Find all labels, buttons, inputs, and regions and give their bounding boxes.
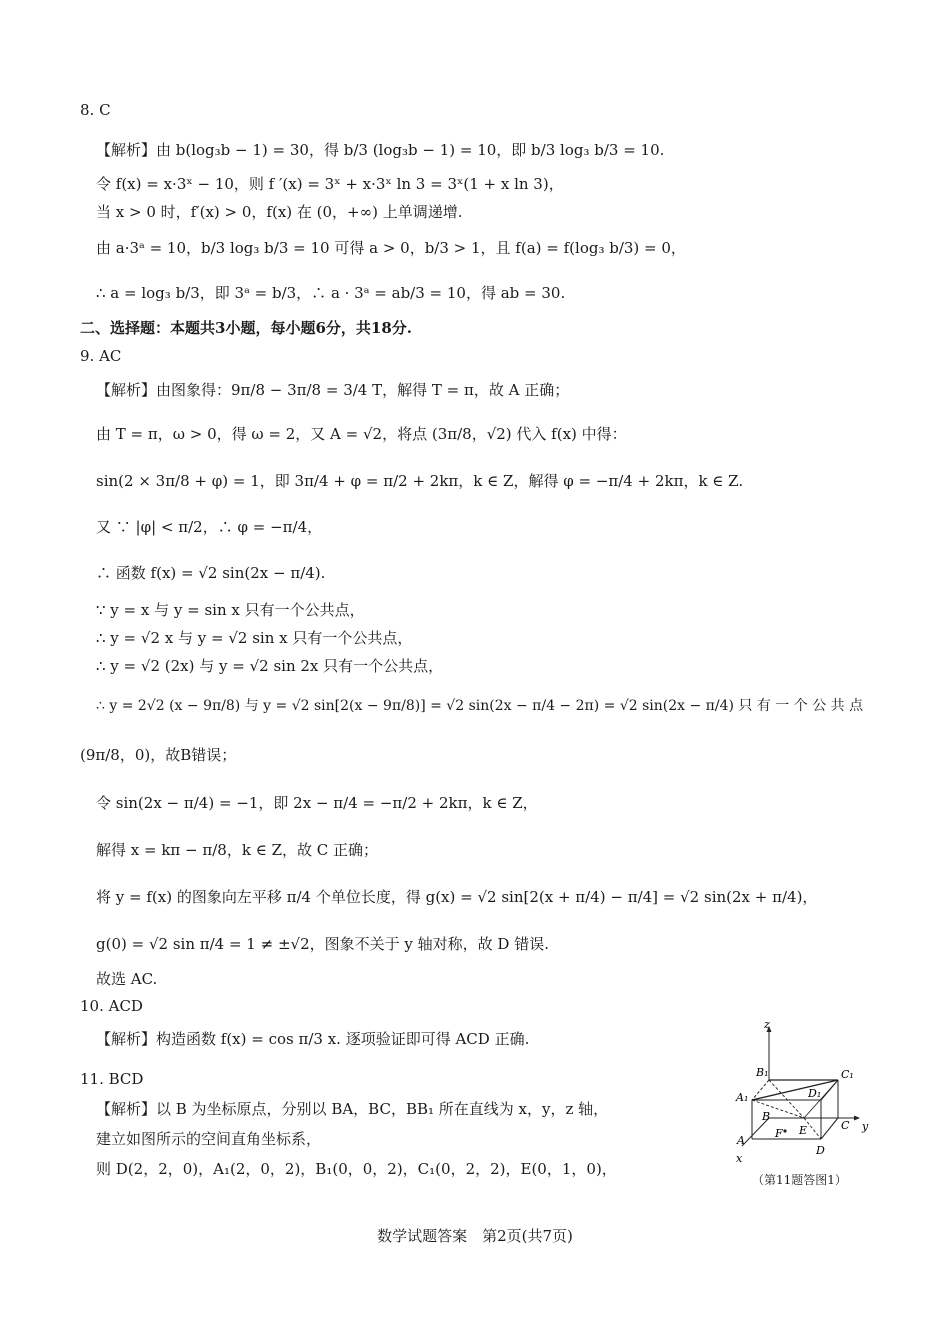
q9-line-3: sin(2 × 3π/8 + φ) = 1，即 3π/4 + φ = π/2 + 2kπ，k ∈ Z，解得 φ = −π/4 + 2kπ，k ∈ Z. bbox=[96, 472, 744, 490]
q9-line-4: 又 ∵ |φ| < π/2，∴ φ = −π/4， bbox=[96, 518, 323, 536]
label-y: y bbox=[862, 1120, 869, 1133]
section-heading: 二、选择题：本题共3小题，每小题6分，共18分. bbox=[80, 319, 412, 337]
q10-line-1: 【解析】构造函数 f(x) = cos π/3 x. 逐项验证即可得 ACD 正确. bbox=[96, 1030, 530, 1048]
q11-line-3: 则 D(2，2，0)，A₁(2，0，2)，B₁(0，0，2)，C₁(0，2，2)，E(0，1，0)， bbox=[96, 1160, 617, 1178]
q9-line-2: 由 T = π，ω > 0，得 ω = 2，又 A = √2，将点 (3π/8，√2) 代入 f(x) 中得： bbox=[96, 425, 627, 443]
label-D: D bbox=[816, 1144, 825, 1157]
q8-line-4: 由 a·3ᵃ = 10，b/3 log₃ b/3 = 10 可得 a > 0，b/3 > 1，且 f(a) = f(log₃ b/3) = 0， bbox=[96, 239, 686, 257]
point-F bbox=[783, 1129, 786, 1132]
diag-A1C1 bbox=[752, 1080, 838, 1100]
q8-number: 8. C bbox=[80, 101, 111, 119]
cube-figure bbox=[728, 1016, 878, 1196]
q11-number: 11. BCD bbox=[80, 1070, 144, 1088]
q9-line-5: ∴ 函数 f(x) = √2 sin(2x − π/4). bbox=[96, 564, 326, 582]
edge-DC bbox=[821, 1118, 838, 1139]
q9-line-9: ∴ y = 2√2 (x − 9π/8) 与 y = √2 sin[2(x − 9π/8)] = √2 sin(2x − π/4 − 2π) = √2 sin(2x − π/4) 只 有 一 个 公 共 点 bbox=[96, 698, 864, 714]
q8-line-2: 令 f(x) = x·3ˣ − 10，则 f ′(x) = 3ˣ + x·3ˣ ln 3 = 3ˣ(1 + x ln 3)， bbox=[96, 175, 564, 193]
label-A: A bbox=[737, 1134, 745, 1147]
cube-diagram bbox=[728, 1016, 878, 1176]
q9-line-6: ∵ y = x 与 y = sin x 只有一个公共点， bbox=[96, 601, 365, 619]
q8-line-3: 当 x > 0 时，f′(x) > 0，f(x) 在 (0，+∞) 上单调递增. bbox=[96, 203, 463, 221]
q10-number: 10. ACD bbox=[80, 997, 143, 1015]
q9-line-1: 【解析】由图象得：9π/8 − 3π/8 = 3/4 T，解得 T = π，故 A 正确； bbox=[96, 381, 570, 399]
q11-line-1: 【解析】以 B 为坐标原点，分别以 BA，BC，BB₁ 所在直线为 x，y，z 轴， bbox=[96, 1100, 609, 1118]
q8-line-1: 【解析】由 b(log₃b − 1) = 30，得 b/3 (log₃b − 1) = 10，即 b/3 log₃ b/3 = 10. bbox=[96, 141, 665, 159]
seg-A1E bbox=[752, 1100, 804, 1118]
figure-caption: （第11题答图1） bbox=[752, 1173, 847, 1187]
label-B: B bbox=[762, 1110, 771, 1123]
q9-line-7: ∴ y = √2 x 与 y = √2 sin x 只有一个公共点， bbox=[96, 629, 413, 647]
q11-line-2: 建立如图所示的空间直角坐标系， bbox=[96, 1130, 322, 1148]
q8-line-5: ∴ a = log₃ b/3，即 3ᵃ = b/3，∴ a · 3ᵃ = ab/3 = 10，得 ab = 30. bbox=[96, 284, 566, 302]
label-A1: A₁ bbox=[736, 1091, 749, 1104]
y-arrow-icon bbox=[854, 1116, 860, 1121]
page-footer: 数学试题答案 第2页(共7页) bbox=[377, 1227, 573, 1245]
label-B1: B₁ bbox=[756, 1066, 769, 1079]
label-C1: C₁ bbox=[841, 1068, 854, 1081]
q9-line-13: 将 y = f(x) 的图象向左平移 π/4 个单位长度，得 g(x) = √2 sin[2(x + π/4) − π/4] = √2 sin(2x + π/4)， bbox=[96, 888, 818, 906]
q9-line-14: g(0) = √2 sin π/4 = 1 ≠ ±√2，图象不关于 y 轴对称，故 D 错误. bbox=[96, 935, 549, 953]
label-E: E bbox=[799, 1124, 808, 1137]
label-F: F bbox=[775, 1127, 783, 1140]
q9-line-11: 令 sin(2x − π/4) = −1，即 2x − π/4 = −π/2 + 2kπ，k ∈ Z， bbox=[96, 794, 538, 812]
q9-line-12: 解得 x = kπ − π/8，k ∈ Z，故 C 正确； bbox=[96, 841, 379, 859]
label-C: C bbox=[841, 1119, 850, 1132]
label-z: z bbox=[764, 1018, 770, 1031]
label-D1: D₁ bbox=[808, 1087, 822, 1100]
q9-number: 9. AC bbox=[80, 347, 122, 365]
q9-line-8: ∴ y = √2 (2x) 与 y = √2 sin 2x 只有一个公共点， bbox=[96, 657, 444, 675]
q9-line-10: (9π/8，0)，故B错误； bbox=[80, 746, 237, 764]
q9-line-15: 故选 AC. bbox=[96, 970, 158, 988]
label-x: x bbox=[736, 1152, 743, 1165]
